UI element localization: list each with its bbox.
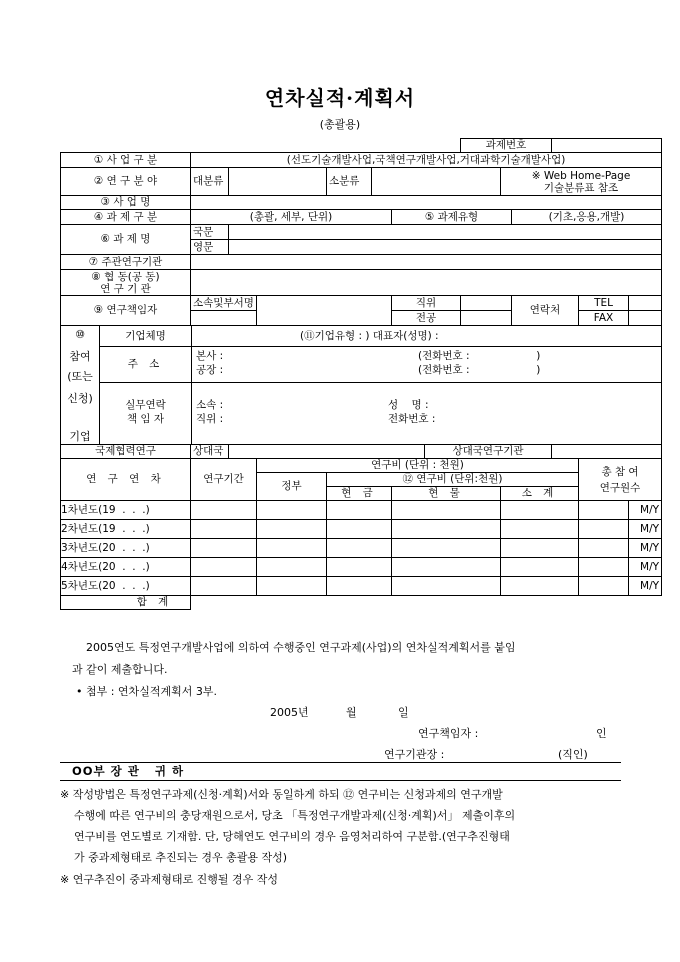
statement-line2: 과 같이 제출합니다.: [72, 663, 168, 676]
company-name-row: [100, 326, 661, 347]
year-label: 1차년도(19 . . .): [61, 501, 191, 520]
department-label: 소속및부서명: [191, 296, 257, 311]
attachment-line: • 첨부 : 연차실적계획서 3부.: [76, 685, 217, 698]
period-cell[interactable]: [191, 539, 257, 558]
subtotal-cell[interactable]: [501, 520, 579, 539]
note-1-line4: 가 중과제형태로 추진되는 경우 총괄용 작성): [74, 851, 288, 864]
cash-cell[interactable]: [327, 577, 392, 596]
tel-field[interactable]: [629, 296, 662, 311]
participants-cell[interactable]: [579, 520, 629, 539]
web-homepage-note: ※ Web Home-Page: [531, 169, 631, 182]
side-label-or: (또는: [67, 370, 93, 383]
participating-company-side-label: [61, 326, 100, 444]
government-cell[interactable]: [257, 577, 327, 596]
man-year-unit: M/Y: [629, 558, 662, 577]
recipient-line: OO부 장 관 귀 하: [72, 764, 185, 778]
task-division-options: (총괄, 세부, 단위): [191, 210, 392, 225]
contact-person-label-line1: 실무연락: [125, 399, 166, 411]
man-year-unit: M/Y: [629, 577, 662, 596]
total-row-blank: [191, 596, 662, 610]
major-category-field[interactable]: [229, 168, 327, 196]
business-category-label: ① 사 업 구 분: [61, 153, 191, 168]
korean-name-field[interactable]: [229, 225, 662, 240]
contact-person-row: [100, 383, 661, 444]
item-number-10: ⑩: [75, 328, 85, 341]
table-row: [61, 501, 662, 520]
task-name-label: ⑥ 과 제 명: [61, 225, 191, 255]
period-cell[interactable]: [191, 520, 257, 539]
research-year-header: 연 구 연 차: [61, 459, 191, 501]
document-subtitle: (총괄용): [319, 118, 361, 131]
minor-category-label: 소분류: [327, 168, 372, 196]
lead-institution-label: ⑦ 주관연구기관: [61, 255, 191, 270]
statement-line1: 2005연도 특정연구개발사업에 의하여 수행중인 연구과제(사업)의 연차실적계획서를 붙임: [86, 641, 516, 654]
date-day: 일: [398, 706, 409, 719]
table-row: [61, 520, 662, 539]
inkind-cell[interactable]: [392, 539, 501, 558]
inkind-cell[interactable]: [392, 501, 501, 520]
head-seal-mark: (직인): [558, 748, 588, 761]
business-name-label: ③ 사 업 명: [61, 196, 191, 210]
man-year-unit: M/Y: [629, 520, 662, 539]
intl-cooperation-label: 국제협력연구: [61, 445, 191, 459]
side-label-participation: 참여: [69, 350, 91, 363]
participants-cell[interactable]: [579, 577, 629, 596]
cooperative-label-line2: 연 구 기 관: [100, 282, 151, 295]
contact-phone-label: 전화번호 :: [388, 413, 436, 425]
subtotal-cell[interactable]: [501, 558, 579, 577]
head-signature-label: 연구기관장 :: [384, 748, 445, 761]
cash-header: 현 금: [327, 487, 392, 501]
contact-person-label-line2: 책 임 자: [126, 413, 165, 425]
pi-signature-label: 연구책임자 :: [418, 727, 479, 740]
side-label-company: 기업: [69, 430, 91, 443]
tech-classification-note: [501, 168, 662, 196]
participants-cell[interactable]: [579, 501, 629, 520]
inkind-cell[interactable]: [392, 577, 501, 596]
year-label: 3차년도(20 . . .): [61, 539, 191, 558]
government-cell[interactable]: [257, 520, 327, 539]
pi-seal-mark: 인: [596, 727, 607, 740]
man-year-unit: M/Y: [629, 539, 662, 558]
partner-country-label: 상대국: [191, 445, 229, 459]
department-blank: [191, 311, 257, 326]
cash-cell[interactable]: [327, 520, 392, 539]
cash-cell[interactable]: [327, 558, 392, 577]
side-label-application: 신청): [67, 392, 93, 405]
hq-phone: (전화번호 : ): [418, 350, 541, 362]
subtotal-cell[interactable]: [501, 577, 579, 596]
government-cell[interactable]: [257, 558, 327, 577]
contact-label: 연락처: [512, 296, 579, 326]
note-1-line3: 연구비를 연도별로 기재함. 단, 당해연도 연구비의 경우 음영처리하여 구분함.(연구추진형태: [74, 830, 510, 843]
subtotal-cell[interactable]: [501, 501, 579, 520]
research-funds-header: 연구비 (단위 : 천원): [257, 459, 579, 473]
research-field-label: ② 연 구 분 야: [61, 168, 191, 196]
task-division-label: ④ 과 제 구 분: [61, 210, 191, 225]
subtotal-cell[interactable]: [501, 539, 579, 558]
date-month: 월: [346, 706, 357, 719]
major-field[interactable]: [461, 311, 512, 326]
report-form-table: [60, 138, 662, 610]
fax-label: FAX: [579, 311, 629, 326]
partner-country-field[interactable]: [229, 445, 425, 459]
cash-cell[interactable]: [327, 539, 392, 558]
participating-company-section: [61, 326, 662, 445]
position-field[interactable]: [461, 296, 512, 311]
task-type-label: ⑤ 과제유형: [392, 210, 512, 225]
period-cell[interactable]: [191, 501, 257, 520]
participants-cell[interactable]: [579, 558, 629, 577]
total-label: 합 계: [61, 596, 191, 610]
note-2: ※ 연구추진이 중과제형태로 진행될 경우 작성: [60, 873, 278, 886]
table-row: [61, 577, 662, 596]
man-year-unit: M/Y: [629, 501, 662, 520]
section-divider-bottom: [60, 780, 621, 781]
business-category-options: (선도기술개발사업,국책연구개발사업,거대과학기술개발사업): [191, 153, 662, 168]
task-number-field[interactable]: [552, 139, 662, 153]
government-cell[interactable]: [257, 539, 327, 558]
participants-header: [579, 459, 662, 501]
government-header: 정부: [257, 473, 327, 501]
period-cell[interactable]: [191, 577, 257, 596]
english-name-label: 영문: [191, 240, 229, 255]
department-field[interactable]: [257, 296, 392, 326]
contact-position-label: 직위 :: [196, 413, 224, 425]
major-label: 전공: [392, 311, 461, 326]
affiliation-label: 소속 :: [196, 399, 224, 411]
table-row: [61, 558, 662, 577]
korean-name-label: 국문: [191, 225, 229, 240]
year-label: 5차년도(20 . . .): [61, 577, 191, 596]
address-label: 주 소: [100, 347, 192, 382]
document-title: 연차실적·계획서: [264, 86, 416, 110]
cooperative-label-line1: ⑧ 협 동(공 동): [91, 270, 160, 283]
note-1-line2: 수행에 따른 연구비의 충당재원으로서, 당초 「특정연구개발과제(신청·계획)서」 제출이후의: [74, 809, 516, 822]
classification-ref-note: 기술분류표 참조: [543, 181, 619, 194]
participants-cell[interactable]: [579, 539, 629, 558]
period-cell[interactable]: [191, 558, 257, 577]
participants-header-line2: 연구원수: [599, 481, 641, 494]
government-cell[interactable]: [257, 501, 327, 520]
factory-label: 공장 :: [196, 364, 224, 376]
task-type-options: (기초,응용,개발): [512, 210, 662, 225]
partner-institution-label: 상대국연구기관: [425, 445, 552, 459]
company-name-label: 기업체명: [100, 326, 192, 346]
fax-field[interactable]: [629, 311, 662, 326]
table-row: [61, 539, 662, 558]
private-funds-header: ⑫ 연구비 (단위:천원): [327, 473, 579, 487]
note-1-line1: ※ 작성방법은 특정연구과제(신청·계획)서와 동일하게 하되 ⑫ 연구비는 신청과제의 연구개발: [60, 788, 503, 801]
minor-category-field[interactable]: [372, 168, 501, 196]
subtotal-header: 소 계: [501, 487, 579, 501]
company-type-representative: (⑪기업유형 : ) 대표자(성명) :: [300, 330, 439, 342]
research-period-header: 연구기간: [191, 459, 257, 501]
partner-institution-field[interactable]: [552, 445, 662, 459]
year-label: 2차년도(19 . . .): [61, 520, 191, 539]
principal-investigator-label: ⑨ 연구책임자: [61, 296, 191, 326]
major-category-label: 대분류: [191, 168, 229, 196]
address-row: [100, 347, 661, 383]
tel-label: TEL: [579, 296, 629, 311]
task-number-label: 과제번호: [461, 139, 552, 153]
participants-header-line1: 총 참 여: [601, 465, 639, 478]
position-label: 직위: [392, 296, 461, 311]
date-year: 2005년: [270, 706, 309, 719]
hq-label: 본사 :: [196, 350, 224, 362]
business-name-field[interactable]: [191, 196, 662, 210]
english-name-field[interactable]: [229, 240, 662, 255]
inkind-cell[interactable]: [392, 558, 501, 577]
factory-phone: (전화번호 : ): [418, 364, 541, 376]
cash-cell[interactable]: [327, 501, 392, 520]
year-label: 4차년도(20 . . .): [61, 558, 191, 577]
inkind-header: 현 물: [392, 487, 501, 501]
cooperative-institution-field[interactable]: [191, 270, 662, 296]
inkind-cell[interactable]: [392, 520, 501, 539]
lead-institution-field[interactable]: [191, 255, 662, 270]
cooperative-institution-label: [61, 270, 191, 296]
contact-name-label: 성 명 :: [388, 399, 429, 411]
